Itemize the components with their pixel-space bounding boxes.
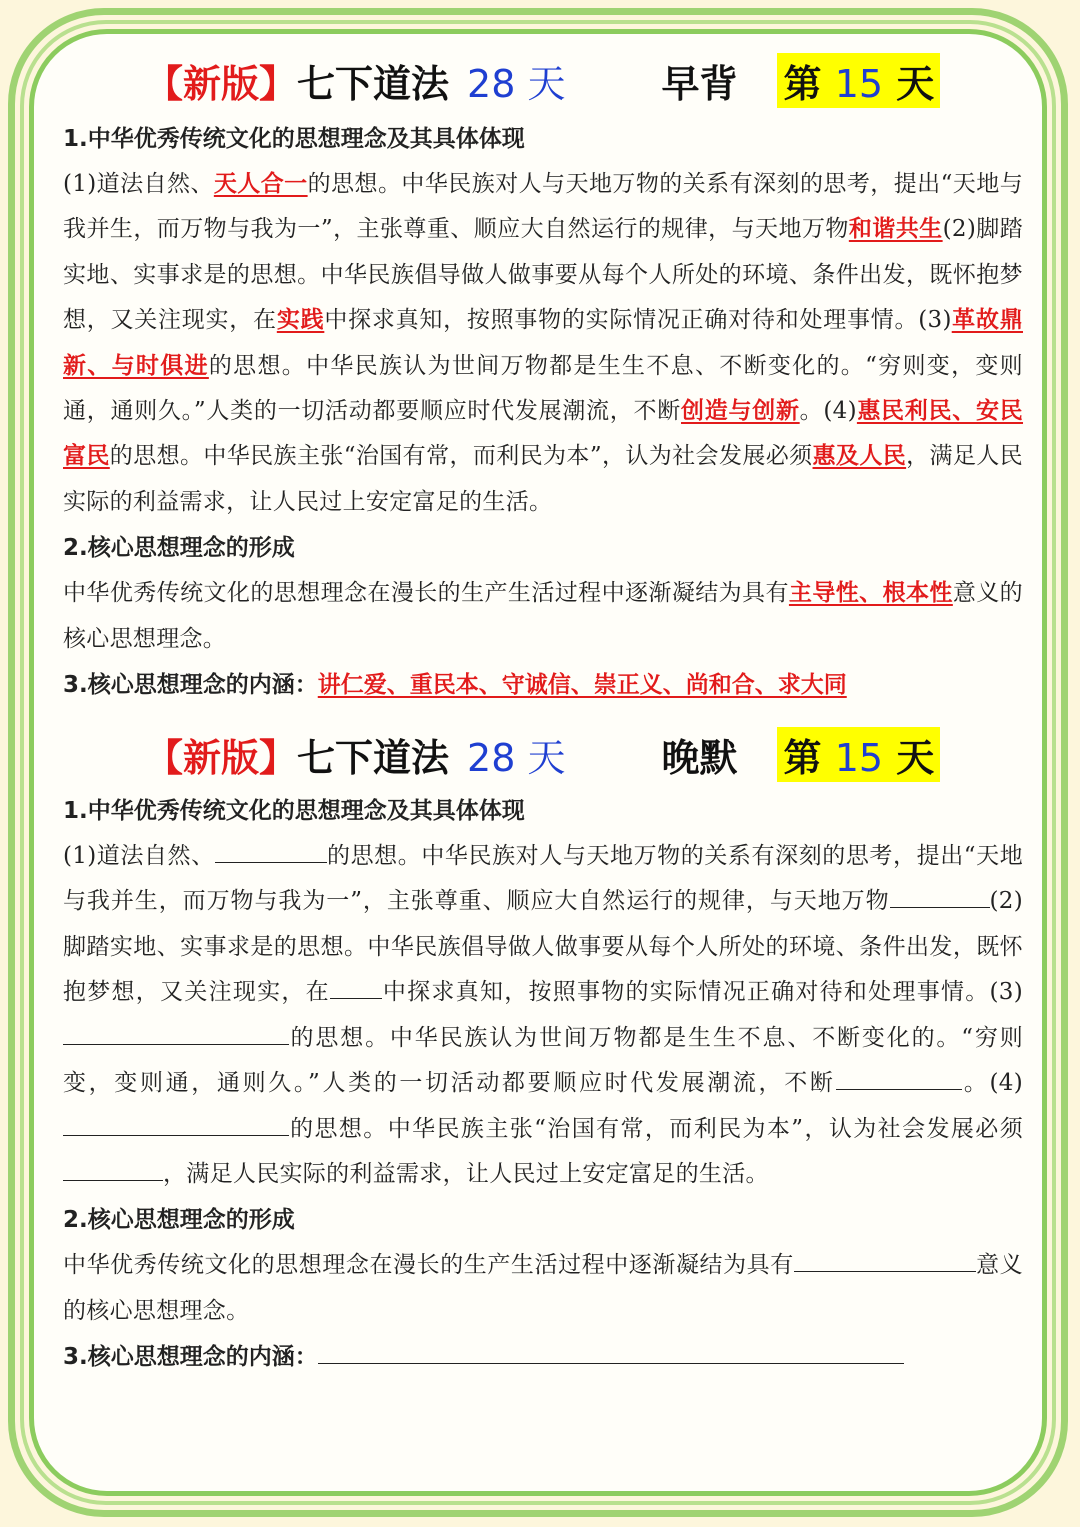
fill-blank[interactable] — [63, 1158, 163, 1181]
keyword: 惠及人民 — [812, 443, 907, 470]
keyword: 天人合一 — [213, 171, 308, 197]
day-badge — [777, 53, 940, 108]
title-mode: 晚默 — [661, 735, 738, 780]
heading-3: 3.核心思想理念的内涵：讲仁爱、重民本、守诚信、崇正义、尚和合、求大同 — [63, 672, 847, 699]
keyword: 和谐共生 — [848, 216, 943, 243]
paragraph-1: (1)道法自然、天人合一的思想。中华民族对人与天地万物的关系有深刻的思考，提出“天地与我并生，而万物与我为一”，主张尊重、顺应大自然运行的规律，与天地万物和谐共生(2)脚踏实地、实事求是的思想。中华民族倡导做人做事要从每个人所处的环境、条件出发，既怀抱梦想，又关注现实，在实践中探求真知，按照事物的实际情况正确对待和处理事情。(3)革故鼎新、与时俱进的思想。中华民族认为世间万物都是生生不息、不断变化的。“穷则变，变则通，通则久。”人类的一切活动都要顺应时代发展潮流，不断创造与创新。(4)惠民利民、安民富民的思想。中华民族主张“治国有常，而利民为本”，认为社会发展必须惠及人民，满足人民实际的利益需求，让人民过上安定富足的生活。 — [63, 171, 1024, 515]
fill-blank[interactable] — [890, 885, 990, 908]
keyword: 革故鼎新、与时俱进 — [63, 307, 1023, 379]
title-tag: 【新版】 — [145, 735, 298, 780]
morning-section — [63, 50, 1023, 708]
fill-blank[interactable] — [215, 840, 327, 863]
fill-blank[interactable] — [330, 976, 382, 999]
fill-blank[interactable] — [318, 1341, 904, 1364]
day-badge — [777, 727, 940, 782]
heading-1: 1.中华优秀传统文化的思想理念及其具体体现 — [63, 798, 525, 825]
morning-title — [63, 50, 1023, 110]
day-number: 15 — [834, 735, 884, 780]
fill-blank[interactable] — [63, 1022, 289, 1045]
day-number: 15 — [834, 61, 884, 106]
day-suffix: 天 — [883, 61, 935, 106]
paragraph-1: (1)道法自然、 的思想。中华民族对人与天地万物的关系有深刻的思考，提出“天地与我并生，而万物与我为一”，主张尊重、顺应大自然运行的规律，与天地万物 (2)脚踏实地、实事求是的思想。中华民族倡导做人做事要从每个人所处的环境、条件出发，既怀抱梦想，又关注现实，在 中探求真知，按照事物的实际情况正确对待和处理事情。(3)的思想。中华民族认为世间万物都是生生不息、不断变化的。“穷则变，变则通，通则久。”人类的一切活动都要顺应时代发展潮流，不断 。(4)的思想。中华民族主张“治国有常，而利民为本”，认为社会发展必须，满足人民实际的利益需求，让人民过上安定富足的生活。 — [63, 834, 1023, 1197]
heading-1: 1.中华优秀传统文化的思想理念及其具体体现 — [63, 126, 525, 152]
keyword: 讲仁爱、重民本、守诚信、崇正义、尚和合、求大同 — [317, 672, 847, 699]
day-prefix: 第 — [783, 735, 835, 780]
day-prefix: 第 — [783, 61, 835, 106]
title-mode: 早背 — [661, 61, 738, 106]
evening-title — [63, 724, 1023, 784]
fill-blank[interactable] — [954, 1249, 976, 1272]
paragraph-2: 中华优秀传统文化的思想理念在漫长的生产生活过程中逐渐凝结为具有主导性、根本性意义的核心思想理念。 — [63, 580, 1023, 652]
keyword: 惠民利民、安民富民 — [63, 398, 1024, 470]
title-name: 七下道法 — [297, 735, 450, 780]
fill-blank[interactable] — [794, 1249, 954, 1272]
heading-3: 3.核心思想理念的内涵： — [63, 1334, 1023, 1380]
paragraph-2: 中华优秀传统文化的思想理念在漫长的生产生活过程中逐渐凝结为具有 意义的核心思想理念。 — [63, 1243, 1023, 1334]
heading-2: 2.核心思想理念的形成 — [63, 1207, 295, 1234]
heading-2: 2.核心思想理念的形成 — [63, 535, 295, 562]
title-tag: 【新版】 — [145, 61, 298, 106]
evening-section — [63, 724, 1023, 1380]
keyword: 实践 — [276, 307, 325, 334]
title-days: 28 天 — [467, 61, 566, 106]
title-days: 28 天 — [467, 735, 566, 780]
fill-blank[interactable] — [836, 1067, 962, 1090]
keyword: 主导性、根本性 — [788, 580, 953, 607]
keyword: 创造与创新 — [681, 398, 800, 425]
fill-blank[interactable] — [63, 1113, 289, 1136]
day-suffix: 天 — [883, 735, 935, 780]
worksheet — [63, 50, 1023, 1380]
title-name: 七下道法 — [297, 61, 450, 106]
